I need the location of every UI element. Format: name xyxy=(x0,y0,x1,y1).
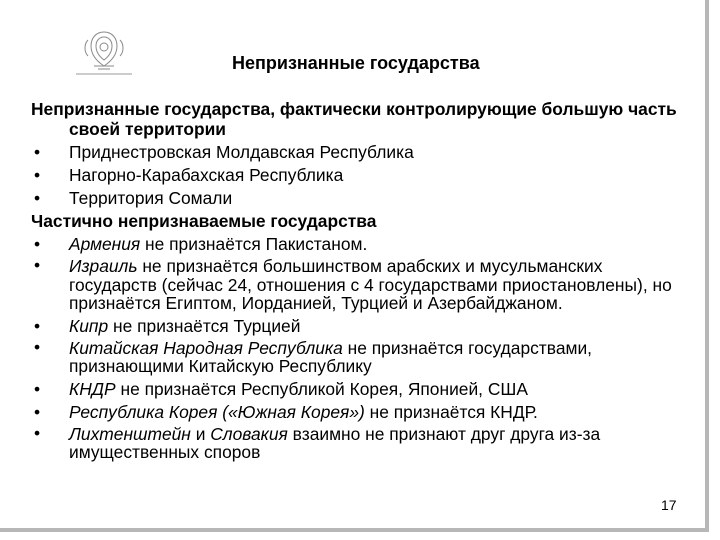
state-name: Армения xyxy=(69,234,141,254)
section-heading-partially-recognized: Частично непризнаваемые государства xyxy=(31,211,377,231)
bullet-icon: • xyxy=(34,165,41,185)
state-name: Республика Корея («Южная Корея») xyxy=(69,401,365,422)
state-name: Лихтенштейн xyxy=(69,423,191,444)
list-item: • КНДР не признаётся Республикой Корея, Японией, США xyxy=(34,378,528,399)
bullet-icon: • xyxy=(34,142,41,162)
list-item: • Приднестровская Молдавская Республика xyxy=(34,142,414,162)
bullet-icon: • xyxy=(34,315,41,336)
bullet-icon: • xyxy=(34,188,41,208)
section-heading-unrecognized: Непризнанные государства, фактически контролирующие большую часть своей территории xyxy=(31,99,677,139)
state-name: Словакия xyxy=(210,423,288,444)
slide-title: Непризнанные государства xyxy=(232,53,480,73)
state-name: Кипр xyxy=(69,315,109,336)
state-name: КНДР xyxy=(69,378,116,399)
list-item: • Израиль не признаётся большинством арабских и мусульманских государств (сейчас 24, отношения с 4 государствами приостановлены), но признаётся Египтом, Иорданией, Турцией и Азербайджаном. xyxy=(34,255,672,313)
list-item: • Территория Сомали xyxy=(34,188,233,208)
list-item: • Республика Корея («Южная Корея») не признаётся КНДР. xyxy=(34,401,538,422)
list-item: • Лихтенштейн и Словакия взаимно не признают друг друга из-за имущественных споров xyxy=(34,422,601,462)
state-name: Китайская Народная Республика xyxy=(69,337,343,358)
bullet-icon: • xyxy=(34,422,41,443)
bullet-icon: • xyxy=(34,378,41,399)
slide-content xyxy=(31,99,691,465)
bullet-icon: • xyxy=(34,255,41,275)
state-name: Израиль xyxy=(69,256,138,276)
bullet-icon: • xyxy=(34,336,41,357)
bullet-icon: • xyxy=(34,234,41,254)
list-item: • Нагорно-Карабахская Республика xyxy=(34,165,344,185)
coat-of-arms-emblem xyxy=(74,28,134,80)
list-item: • Кипр не признаётся Турцией xyxy=(34,315,301,336)
page-number: 17 xyxy=(661,497,677,513)
list-item: • Армения не признаётся Пакистаном. xyxy=(34,234,368,254)
bullet-icon: • xyxy=(34,401,41,422)
list-item: • Китайская Народная Республика не признаётся государствами, признающими Китайскую Республику xyxy=(34,336,592,376)
